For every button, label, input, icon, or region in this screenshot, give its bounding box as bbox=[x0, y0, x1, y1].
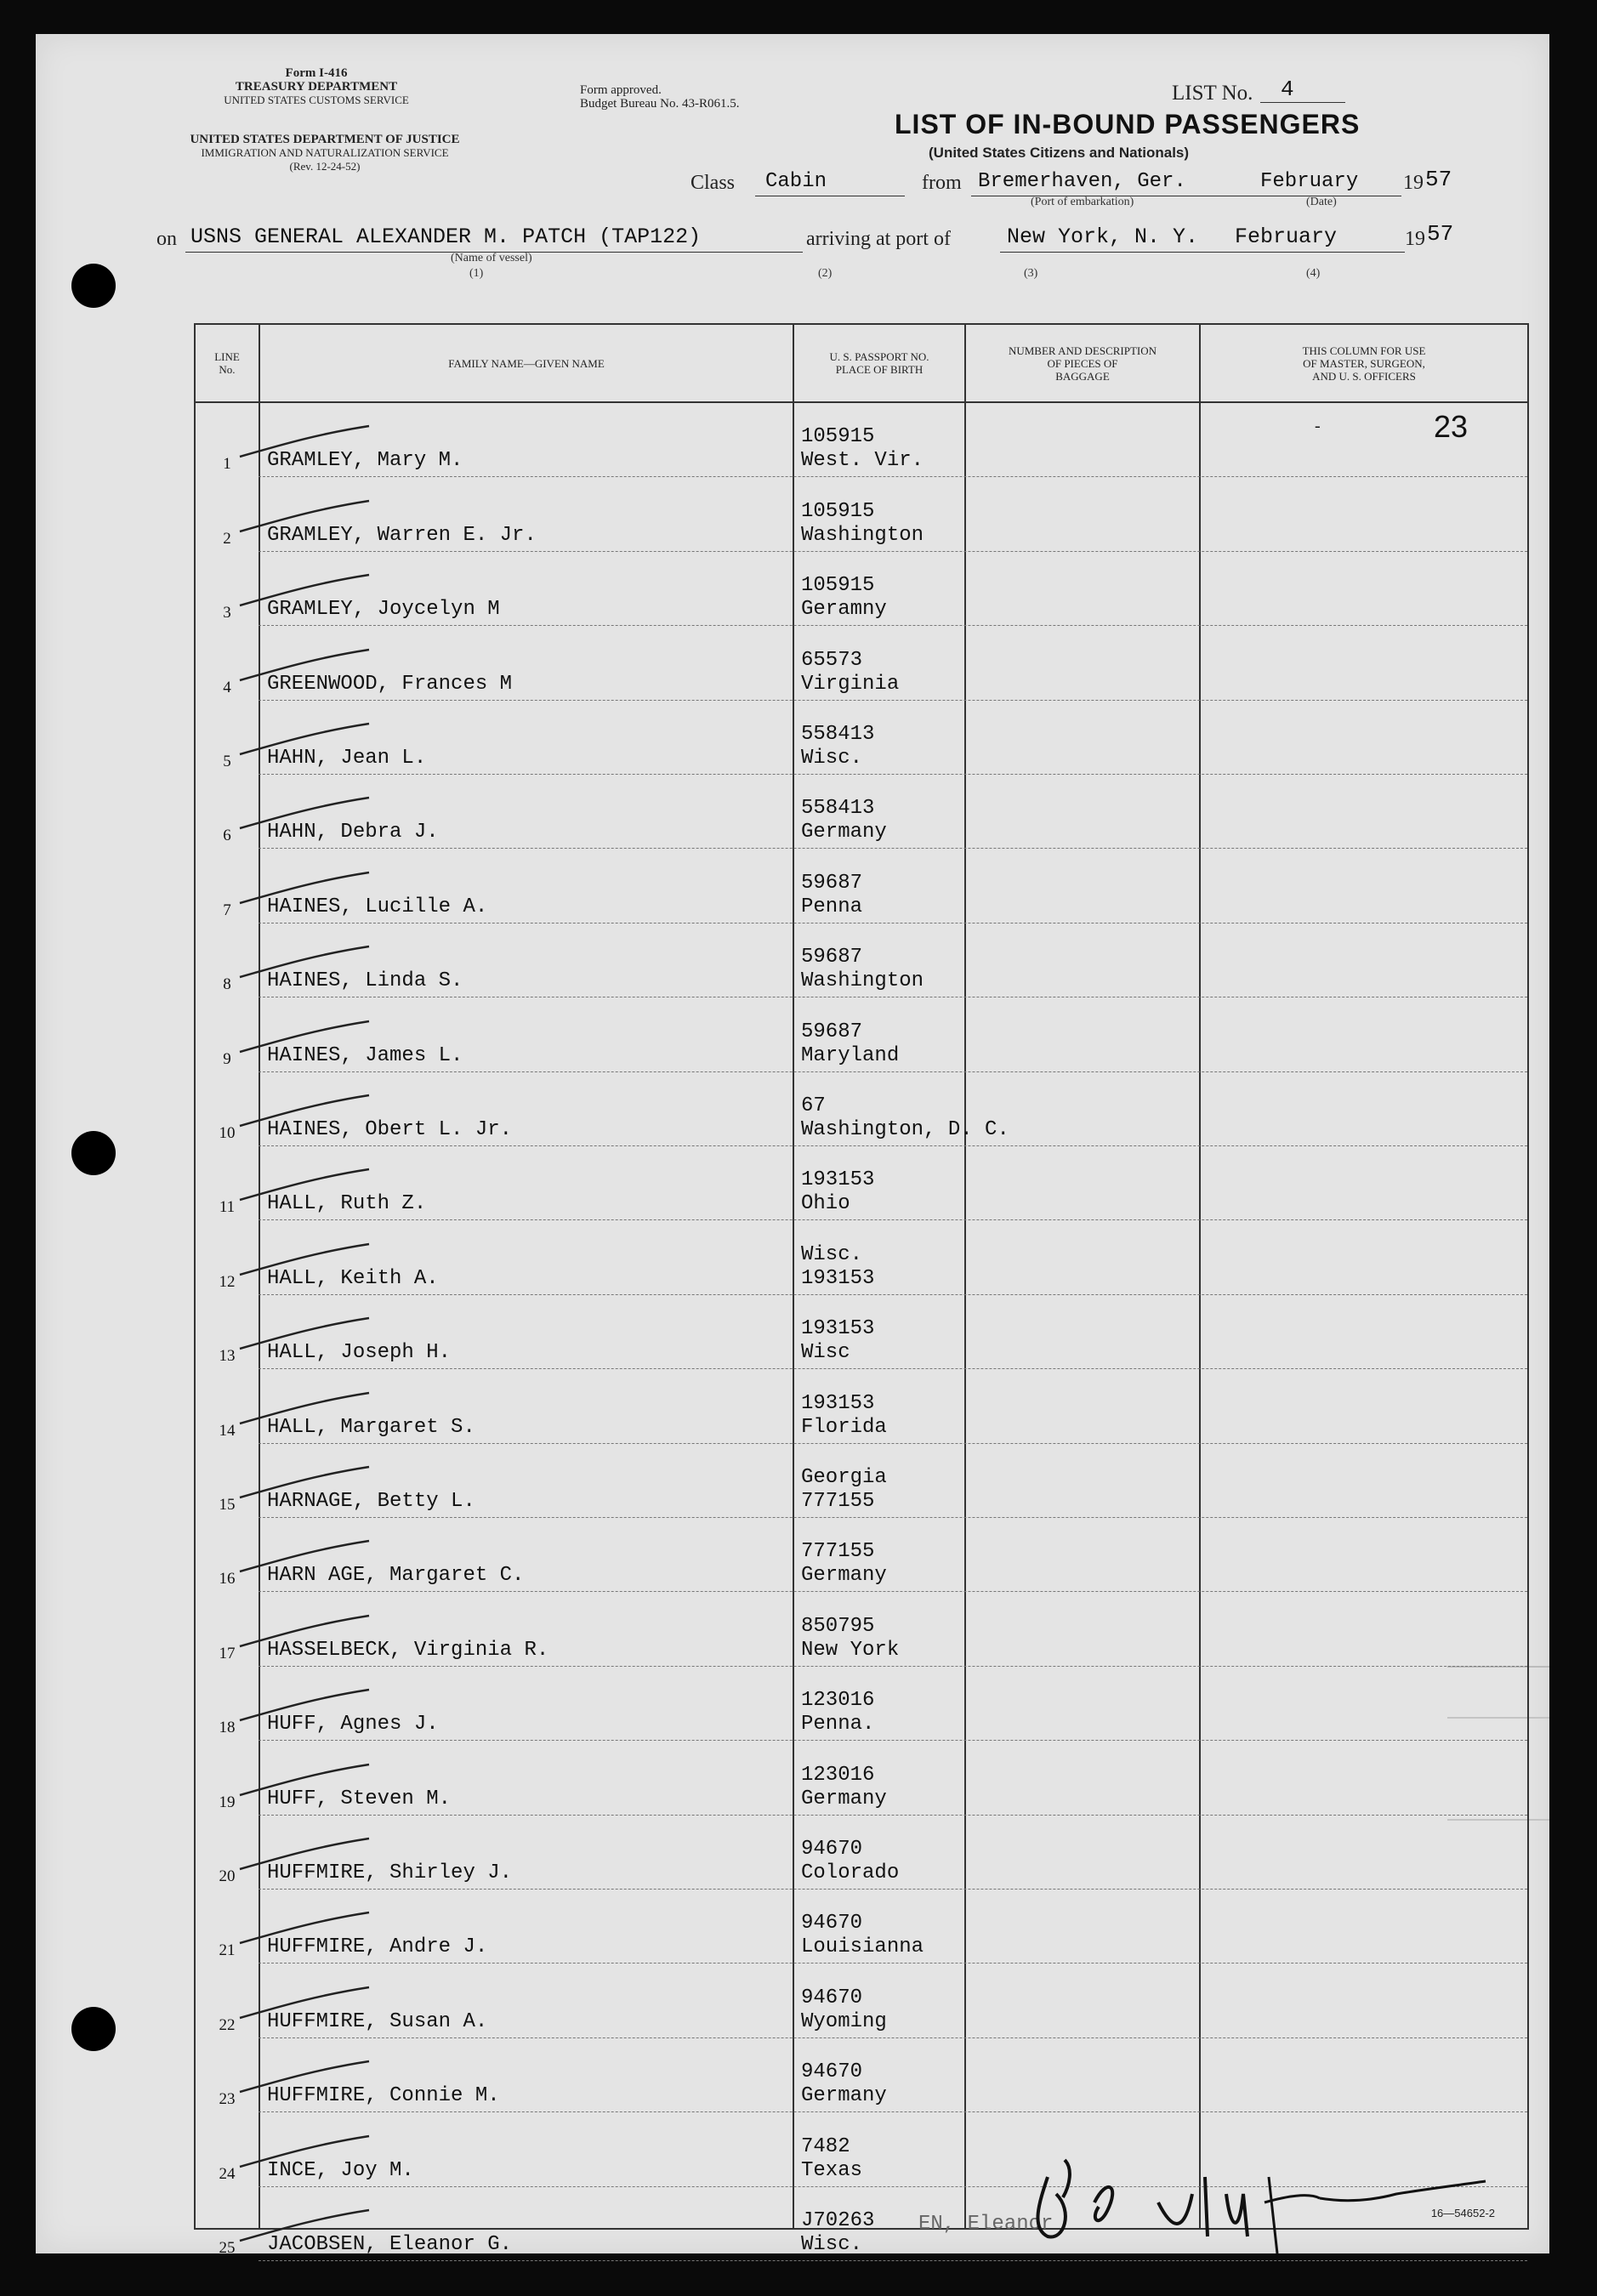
passenger-name: GREENWOOD, Frances M bbox=[267, 672, 513, 696]
passenger-name: HUFFMIRE, Connie M. bbox=[267, 2084, 500, 2108]
vessel-caption: (Name of vessel) bbox=[451, 252, 532, 264]
passport-number: 105915 bbox=[801, 425, 875, 449]
place-of-birth: Geramny bbox=[801, 598, 887, 622]
passport-number: 94670 bbox=[801, 2060, 863, 2084]
line-number: 18 bbox=[219, 1719, 236, 1737]
place-of-birth: Wisc. bbox=[801, 2232, 863, 2256]
place-of-birth: New York bbox=[801, 1638, 900, 1662]
table-row bbox=[196, 1295, 1527, 1369]
table-row bbox=[196, 775, 1527, 849]
line-number: 14 bbox=[219, 1421, 236, 1440]
passport-number: 67 bbox=[801, 1094, 826, 1117]
passenger-name: HARN AGE, Margaret C. bbox=[267, 1564, 525, 1588]
table-row bbox=[196, 701, 1527, 775]
col-1-caption: (1) bbox=[469, 267, 484, 280]
table-row bbox=[196, 1667, 1527, 1741]
line-number: 19 bbox=[219, 1793, 236, 1811]
signature bbox=[1014, 2143, 1490, 2253]
passenger-name: HARNAGE, Betty L. bbox=[267, 1489, 475, 1513]
table-row bbox=[196, 1444, 1527, 1518]
punch-hole-top bbox=[71, 264, 116, 308]
passport-number: 65573 bbox=[801, 648, 863, 672]
passport-number: Georgia bbox=[801, 1465, 887, 1489]
punch-hole-middle bbox=[71, 1131, 116, 1175]
table-row bbox=[196, 1518, 1527, 1592]
table-row bbox=[196, 1964, 1527, 2037]
header-passport: U. S. PASSPORT NO. PLACE OF BIRTH bbox=[829, 350, 929, 376]
table-row bbox=[196, 1890, 1527, 1964]
passport-number: 59687 bbox=[801, 946, 863, 969]
place-of-birth: Ohio bbox=[801, 1192, 850, 1216]
line-number: 25 bbox=[219, 2238, 236, 2257]
table-row bbox=[196, 997, 1527, 1071]
form-header-left bbox=[189, 66, 444, 107]
embarkation-caption: (Port of embarkation) bbox=[1031, 196, 1134, 208]
passport-number: 59687 bbox=[801, 1020, 863, 1043]
line-number: 7 bbox=[223, 901, 231, 919]
justice-dept: UNITED STATES DEPARTMENT OF JUSTICE bbox=[190, 133, 460, 146]
passport-number: 123016 bbox=[801, 1689, 875, 1713]
table-row bbox=[196, 1146, 1527, 1220]
place-of-birth: Germany bbox=[801, 2084, 887, 2108]
table-row bbox=[196, 849, 1527, 923]
officer-note: 23 bbox=[1434, 409, 1469, 445]
passport-number: 193153 bbox=[801, 1317, 875, 1341]
form-approved-text: Form approved. bbox=[580, 83, 662, 97]
passenger-name: HAHN, Debra J. bbox=[267, 821, 439, 844]
passport-number: 123016 bbox=[801, 1763, 875, 1787]
col-4-caption: (4) bbox=[1306, 267, 1321, 280]
table-row bbox=[196, 1592, 1527, 1666]
table-row bbox=[196, 1816, 1527, 1890]
place-of-birth: Germany bbox=[801, 1787, 887, 1810]
list-number-label: LIST No. bbox=[1172, 82, 1253, 105]
passport-number: 558413 bbox=[801, 797, 875, 821]
class-label: Class bbox=[691, 172, 736, 194]
embarkation-port: Bremerhaven, Ger. bbox=[978, 170, 1186, 193]
table-row bbox=[196, 2038, 1527, 2112]
passenger-name: HALL, Margaret S. bbox=[267, 1415, 475, 1439]
list-number-value: 4 bbox=[1281, 77, 1294, 102]
document-sheet bbox=[36, 34, 1549, 2257]
arriving-label: arriving at port of bbox=[806, 228, 951, 250]
passenger-name: HALL, Ruth Z. bbox=[267, 1192, 427, 1216]
passport-number: 105915 bbox=[801, 574, 875, 598]
arrival-port: New York, N. Y. bbox=[1007, 224, 1199, 249]
passenger-name: HUFFMIRE, Shirley J. bbox=[267, 1861, 513, 1884]
passport-number: 94670 bbox=[801, 1986, 863, 2009]
date-caption: (Date) bbox=[1306, 196, 1337, 208]
officer-dash: - bbox=[1315, 417, 1321, 436]
form-code: 16—54652-2 bbox=[1430, 2207, 1495, 2219]
on-label: on bbox=[156, 228, 177, 250]
place-of-birth: Louisianna bbox=[801, 1935, 924, 1959]
table-row bbox=[196, 552, 1527, 626]
arrival-date: February bbox=[1235, 224, 1338, 249]
line-number: 15 bbox=[219, 1495, 236, 1514]
form-number: Form I-416 bbox=[285, 66, 348, 80]
page-subtitle: (United States Citizens and Nationals) bbox=[929, 145, 1190, 161]
punch-hole-bottom bbox=[71, 2007, 116, 2051]
place-of-birth: Maryland bbox=[801, 1043, 900, 1067]
line-number: 6 bbox=[223, 827, 231, 845]
form-approval bbox=[580, 83, 739, 111]
passenger-name: HALL, Joseph H. bbox=[267, 1341, 452, 1365]
passenger-name: HAINES, Obert L. Jr. bbox=[267, 1117, 513, 1141]
col-3-caption: (3) bbox=[1024, 267, 1038, 280]
table-row bbox=[196, 1072, 1527, 1146]
passenger-name: HAINES, Linda S. bbox=[267, 969, 463, 993]
line-number: 17 bbox=[219, 1644, 236, 1662]
passenger-name: HUFF, Agnes J. bbox=[267, 1713, 439, 1736]
passenger-name: GRAMLEY, Joycelyn M bbox=[267, 598, 500, 622]
line-number: 23 bbox=[219, 2090, 236, 2109]
line-number: 22 bbox=[219, 2015, 236, 2034]
passport-number: 94670 bbox=[801, 1912, 863, 1935]
departure-date: February bbox=[1260, 170, 1359, 193]
line-number: 16 bbox=[219, 1570, 236, 1588]
arrival-year-prefix: 19 bbox=[1405, 228, 1425, 250]
budget-bureau-text: Budget Bureau No. 43-R061.5. bbox=[580, 97, 740, 111]
table-row bbox=[196, 924, 1527, 997]
passenger-name: HAINES, Lucille A. bbox=[267, 895, 488, 918]
table-row bbox=[196, 477, 1527, 551]
header-line-no: LINE No. bbox=[214, 350, 240, 376]
treasury-dept: TREASURY DEPARTMENT bbox=[235, 80, 398, 94]
passenger-name: HUFF, Steven M. bbox=[267, 1787, 452, 1810]
passenger-name: GRAMLEY, Mary M. bbox=[267, 449, 463, 473]
passport-number: 105915 bbox=[801, 499, 875, 523]
place-of-birth: Wisc. bbox=[801, 746, 863, 770]
table-row bbox=[196, 1741, 1527, 1815]
vessel-name: USNS GENERAL ALEXANDER M. PATCH (TAP122) bbox=[190, 224, 702, 249]
place-of-birth: 193153 bbox=[801, 1266, 875, 1290]
place-of-birth: Washington bbox=[801, 969, 924, 993]
passenger-name: HALL, Keith A. bbox=[267, 1266, 439, 1290]
class-value: Cabin bbox=[765, 170, 827, 193]
passport-number: 94670 bbox=[801, 1837, 863, 1861]
passport-number: 59687 bbox=[801, 871, 863, 895]
place-of-birth: Texas bbox=[801, 2158, 863, 2182]
place-of-birth: Washington bbox=[801, 523, 924, 547]
table-row bbox=[196, 626, 1527, 700]
place-of-birth: Wisc bbox=[801, 1341, 850, 1365]
arrival-year: 57 bbox=[1427, 221, 1454, 247]
passenger-name: HAHN, Jean L. bbox=[267, 746, 427, 770]
line-number: 3 bbox=[223, 604, 231, 622]
passenger-name: GRAMLEY, Warren E. Jr. bbox=[267, 523, 537, 547]
passenger-name: HAINES, James L. bbox=[267, 1043, 463, 1067]
line-number: 10 bbox=[219, 1123, 236, 1142]
customs-service: UNITED STATES CUSTOMS SERVICE bbox=[224, 94, 409, 106]
place-of-birth: Colorado bbox=[801, 1861, 900, 1884]
line-number: 20 bbox=[219, 1867, 236, 1885]
line-number: 9 bbox=[223, 1049, 231, 1068]
passport-number: 193153 bbox=[801, 1391, 875, 1415]
place-of-birth: Virginia bbox=[801, 672, 900, 696]
passenger-name: INCE, Joy M. bbox=[267, 2158, 414, 2182]
line-number: 13 bbox=[219, 1347, 236, 1366]
passenger-name: HUFFMIRE, Andre J. bbox=[267, 1935, 488, 1959]
passport-number: Wisc. bbox=[801, 1242, 863, 1266]
line-number: 4 bbox=[223, 678, 231, 696]
page-title: LIST OF IN-BOUND PASSENGERS bbox=[895, 109, 1361, 139]
overlay-text: EN, Eleanor bbox=[918, 2212, 1054, 2236]
line-number: 11 bbox=[219, 1198, 236, 1217]
justice-header bbox=[146, 133, 503, 173]
header-officers: THIS COLUMN FOR USE OF MASTER, SURGEON, AND U. S. OFFICERS bbox=[1302, 344, 1426, 383]
passenger-name: HUFFMIRE, Susan A. bbox=[267, 2009, 488, 2033]
passenger-name: JACOBSEN, Eleanor G. bbox=[267, 2232, 513, 2256]
passenger-name: HASSELBECK, Virginia R. bbox=[267, 1638, 549, 1662]
header-baggage: NUMBER AND DESCRIPTION OF PIECES OF BAGGAGE bbox=[1008, 344, 1157, 383]
line-number: 8 bbox=[223, 975, 231, 994]
passport-number: 7482 bbox=[801, 2134, 850, 2158]
header-name: FAMILY NAME—GIVEN NAME bbox=[448, 356, 605, 370]
passport-number: 193153 bbox=[801, 1168, 875, 1192]
ins-service: IMMIGRATION AND NATURALIZATION SERVICE bbox=[201, 146, 449, 159]
year-prefix: 19 bbox=[1403, 172, 1424, 194]
passport-number: 850795 bbox=[801, 1614, 875, 1638]
from-label: from bbox=[922, 172, 962, 194]
table-row bbox=[196, 403, 1527, 477]
table-row bbox=[196, 1220, 1527, 1294]
line-number: 1 bbox=[223, 455, 231, 474]
place-of-birth: Germany bbox=[801, 821, 887, 844]
passport-number: 558413 bbox=[801, 722, 875, 746]
col-2-caption: (2) bbox=[818, 267, 833, 280]
place-of-birth: Penna bbox=[801, 895, 863, 918]
revision-date: (Rev. 12-24-52) bbox=[289, 160, 361, 173]
place-of-birth: Penna. bbox=[801, 1713, 875, 1736]
line-number: 24 bbox=[219, 2164, 236, 2183]
place-of-birth: Wyoming bbox=[801, 2009, 887, 2033]
line-number: 2 bbox=[223, 529, 231, 548]
passenger-table bbox=[194, 323, 1529, 2257]
place-of-birth: Germany bbox=[801, 1564, 887, 1588]
place-of-birth: Florida bbox=[801, 1415, 887, 1439]
place-of-birth: 777155 bbox=[801, 1489, 875, 1513]
year-value: 57 bbox=[1425, 167, 1452, 192]
passport-number: 777155 bbox=[801, 1540, 875, 1564]
place-of-birth: West. Vir. bbox=[801, 449, 924, 473]
line-number: 12 bbox=[219, 1272, 236, 1291]
line-number: 5 bbox=[223, 752, 231, 770]
line-number: 21 bbox=[219, 1941, 236, 1960]
passport-number: J70263 bbox=[801, 2208, 875, 2232]
table-row bbox=[196, 1369, 1527, 1443]
place-of-birth: Washington, D. C. bbox=[801, 1117, 1009, 1141]
